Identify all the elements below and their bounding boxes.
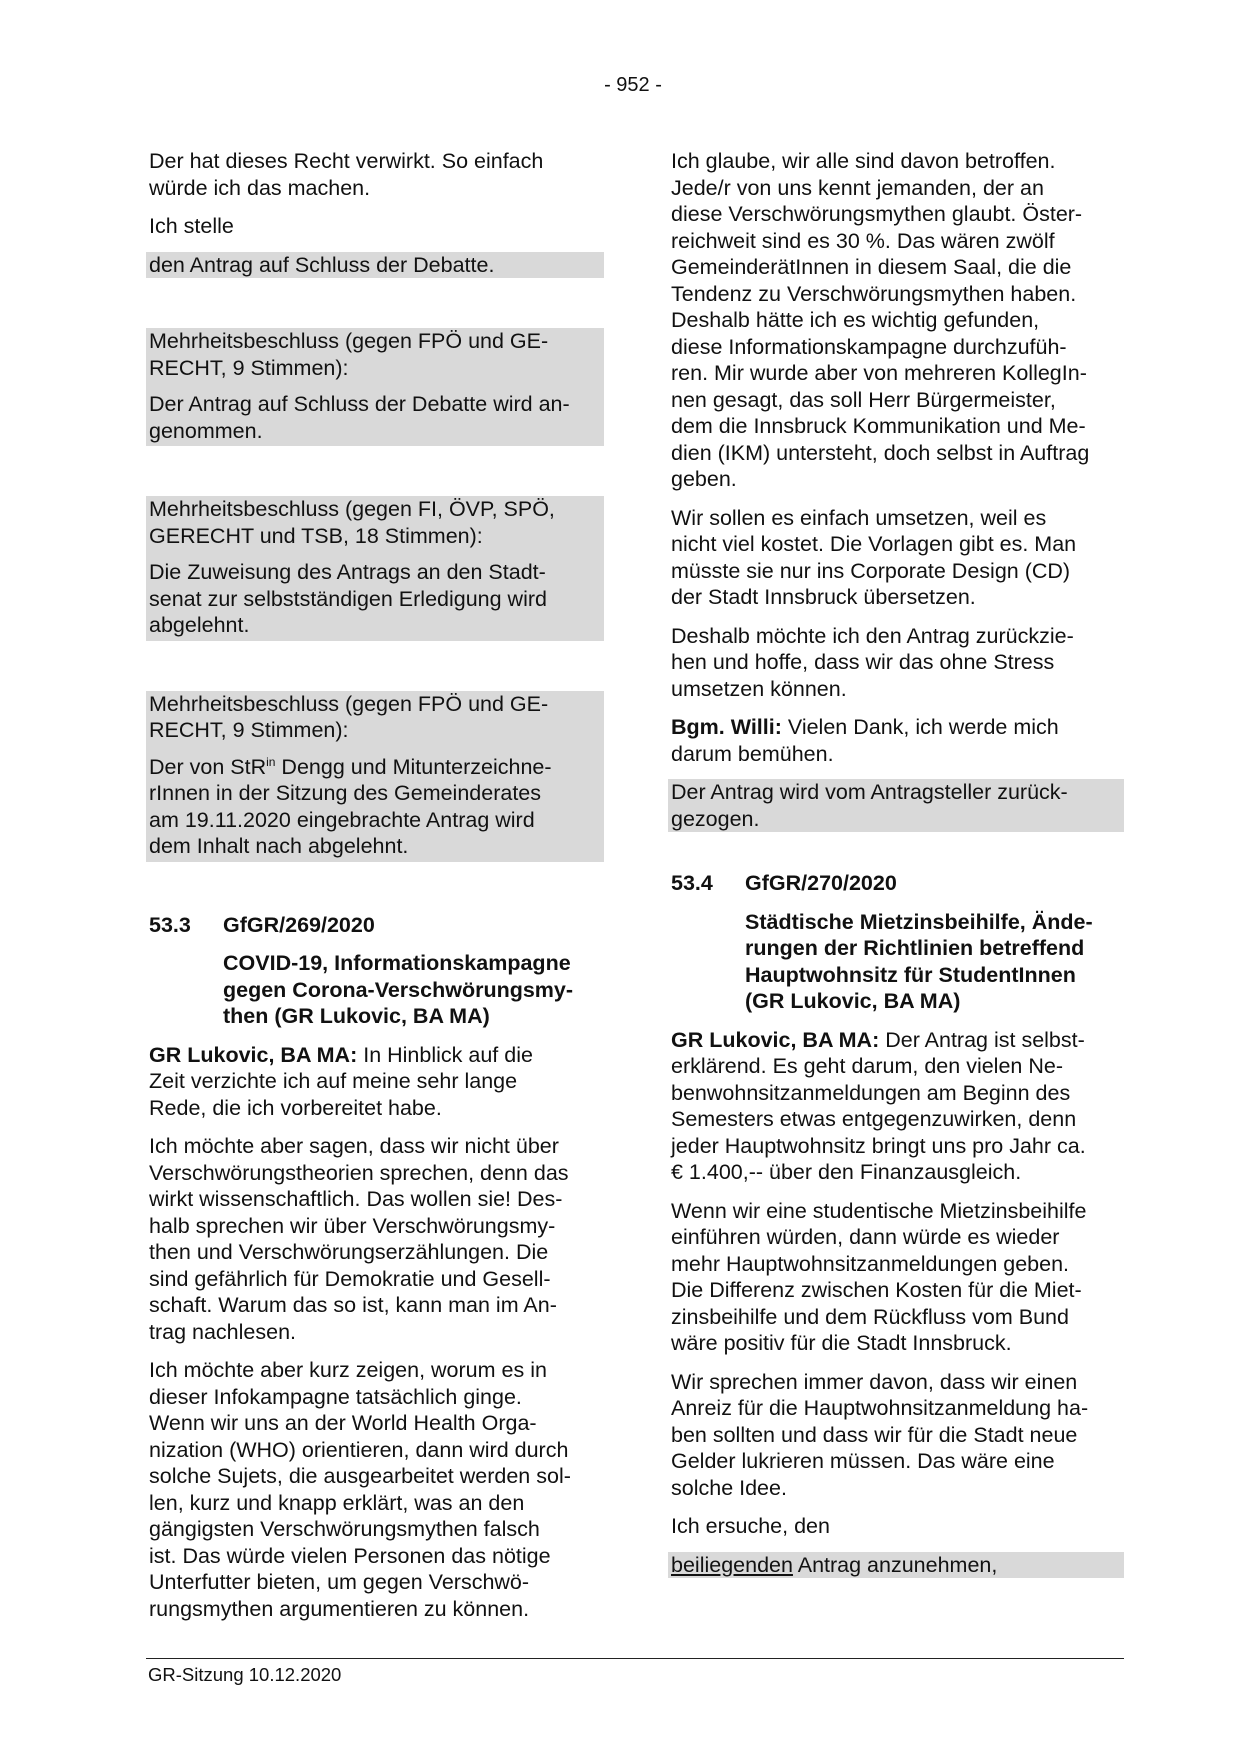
motion-withdrawn: Der Antrag wird vom Antragsteller zurück- gezogen.	[668, 779, 1124, 832]
vote-text: Der Antrag auf Schluss der Debatte wird an- genommen.	[149, 392, 570, 443]
footer-divider	[146, 1658, 1124, 1659]
page-number: - 952 -	[604, 74, 662, 96]
paragraph: Ich stelle	[149, 214, 234, 238]
section-code: GfGR/270/2020	[745, 871, 897, 895]
section-heading-53-3	[146, 912, 604, 939]
speaker-name: Bgm. Willi:	[671, 715, 782, 739]
vote-heading: Mehrheitsbeschluss (gegen FI, ÖVP, SPÖ, GERECHT und TSB, 18 Stimmen):	[149, 497, 555, 548]
speaker-name: GR Lukovic, BA MA:	[671, 1027, 880, 1052]
vote-result-2	[146, 496, 604, 641]
left-column	[146, 148, 604, 1634]
speech-paragraph: GR Lukovic, BA MA: Der Antrag ist selbst- erklärend. Es geht darum, den vielen Ne- benwohnsitzanmeldungen am Beginn des Semesters etwas entgegenzuwirken, denn jeder Hauptwohnsitz bringt uns pro Jahr ca. € 1.400,-- über den Finanzausgleich.	[671, 1027, 1086, 1184]
right-column	[668, 148, 1124, 1590]
speech-paragraph: GR Lukovic, BA MA: In Hinblick auf die Zeit verzichte ich auf meine sehr lange Rede, die ich vorbereitet habe.	[149, 1042, 533, 1120]
vote-result-3	[146, 691, 604, 862]
paragraph: Ich glaube, wir alle sind davon betroffen. Jede/r von uns kennt jemanden, der an diese Verschwörungsmythen glaubt. Öster- reichweit sind es 30 %. Das wären zwölf GemeinderätInnen in diesem Saal, die die Tendenz zu Verschwörungsmythen haben. Deshalb hätte ich es wichtig gefunden, diese Informationskampagne durchzufüh- ren. Mir wurde aber von mehreren KollegIn- nen gesagt, das soll Herr Bürgermeister, dem die Innsbruck Kommunikation und Me- dien (IKM) untersteht, doch selbst in Auftrag geben.	[671, 149, 1090, 491]
section-code: GfGR/269/2020	[223, 912, 375, 937]
paragraph: Ich ersuche, den	[671, 1514, 830, 1538]
vote-result-1	[146, 328, 604, 446]
vote-text: Der von StR$^{in}$ Dengg und Mitunterzeichne- rInnen in der Sitzung des Gemeinderates am 19.11.2020 eingebrachte Antrag wird dem Inhalt nach abgelehnt.	[149, 754, 552, 858]
paragraph: Der hat dieses Recht verwirkt. So einfach würde ich das machen.	[149, 149, 544, 200]
paragraph: Wir sprechen immer davon, dass wir einen Anreiz für die Hauptwohnsitzanmeldung ha- ben sollten und dass wir für die Stadt neue Gelder lukrieren müssen. Das wäre eine solche Idee.	[671, 1369, 1089, 1500]
vote-heading: Mehrheitsbeschluss (gegen FPÖ und GE- RECHT, 9 Stimmen):	[149, 329, 549, 380]
paragraph: Wir sollen es einfach umsetzen, weil es nicht viel kostet. Die Vorlagen gibt es. Man müsste sie nur ins Corporate Design (CD) der Stadt Innsbruck übersetzen.	[671, 505, 1077, 609]
section-title: Städtische Mietzinsbeihilfe, Ände- rungen der Richtlinien betreffend Hauptwohnsitz für StudentInnen (GR Lukovic, BA MA)	[745, 909, 1093, 1013]
section-number: 53.3	[149, 912, 191, 937]
section-heading-53-4	[668, 870, 1124, 897]
section-title: COVID-19, Informationskampagne gegen Corona-Verschwörungsmy- then (GR Lukovic, BA MA)	[223, 951, 574, 1028]
paragraph: Wenn wir eine studentische Mietzinsbeihilfe einführen würden, dann würde es wieder mehr Hauptwohnsitzanmeldungen geben. Die Differenz zwischen Kosten für die Miet- zinsbeihilfe und dem Rückfluss vom Bund wäre positiv für die Stadt Innsbruck.	[671, 1198, 1087, 1355]
vote-heading: Mehrheitsbeschluss (gegen FPÖ und GE- RECHT, 9 Stimmen):	[149, 691, 549, 742]
motion-close-debate: den Antrag auf Schluss der Debatte.	[146, 252, 604, 279]
paragraph: Deshalb möchte ich den Antrag zurückzie- hen und hoffe, dass wir das ohne Stress umsetzen können.	[671, 623, 1074, 701]
vote-text: Die Zuweisung des Antrags an den Stadt- senat zur selbstständigen Erledigung wird abgelehnt.	[149, 560, 547, 637]
footer-session-date: GR-Sitzung 10.12.2020	[148, 1664, 342, 1685]
paragraph: Ich möchte aber kurz zeigen, worum es in dieser Infokampagne tatsächlich ginge. Wenn wir uns an der World Health Orga- nization (WHO) orientieren, dann wird durch solche Sujets, die ausgearbeitet werden sol- len, kurz und knapp erklärt, was an den gängigsten Verschwörungsmythen falsch ist. Das würde vielen Personen das nötige Unterfutter bieten, um gegen Verschwö- rungsmythen argumentieren zu können.	[149, 1358, 571, 1621]
paragraph: Ich möchte aber sagen, dass wir nicht über Verschwörungstheorien sprechen, denn das wirkt wissenschaftlich. Das wollen sie! Des- halb sprechen wir über Verschwörungsmy- then und Verschwörungserzählungen. Die sind gefährlich für Demokratie und Gesell- schaft. Warum das so ist, kann man im An- trag nachlesen.	[149, 1134, 569, 1344]
speaker-name: GR Lukovic, BA MA:	[149, 1042, 358, 1067]
section-number: 53.4	[671, 871, 713, 895]
speech-paragraph: Bgm. Willi: Vielen Dank, ich werde mich darum bemühen.	[671, 715, 1059, 766]
motion-request: beiliegenden Antrag anzunehmen,	[668, 1552, 1124, 1579]
